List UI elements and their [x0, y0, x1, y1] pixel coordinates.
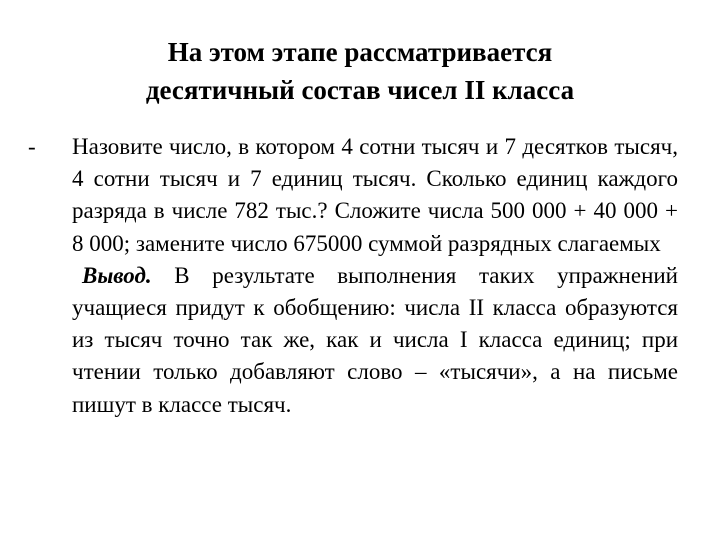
slide-title [60, 33, 660, 109]
title-line-1: На этом этапе рассматривается [167, 37, 553, 67]
task-text: Назовите число, в котором 4 сотни тысяч и 7 десятков тысяч, 4 сотни тысяч и 7 единиц тысяч. Сколько единиц каждого разряда в числе 782 тыс.? Сложите числа 500 000 + 40 000 + 8 000; замените число 675000 суммой разрядных слагаемых [72, 134, 678, 256]
task-item [28, 131, 678, 260]
conclusion-paragraph [72, 260, 678, 421]
conclusion-text: В результате выполнения таких упражнений учащиеся придут к обобщению: числа II класса образуются из тысяч точно так же, как и числа I класса единиц; при чтении только добавляют слово – «тысячи», а на письме пишут в классе тысяч. [72, 262, 678, 417]
title-line-2: десятичный состав чисел II класса [145, 75, 575, 105]
bullet-dash: - [28, 134, 36, 159]
conclusion-lead: Вывод. [82, 262, 152, 288]
slide-body [28, 131, 678, 421]
